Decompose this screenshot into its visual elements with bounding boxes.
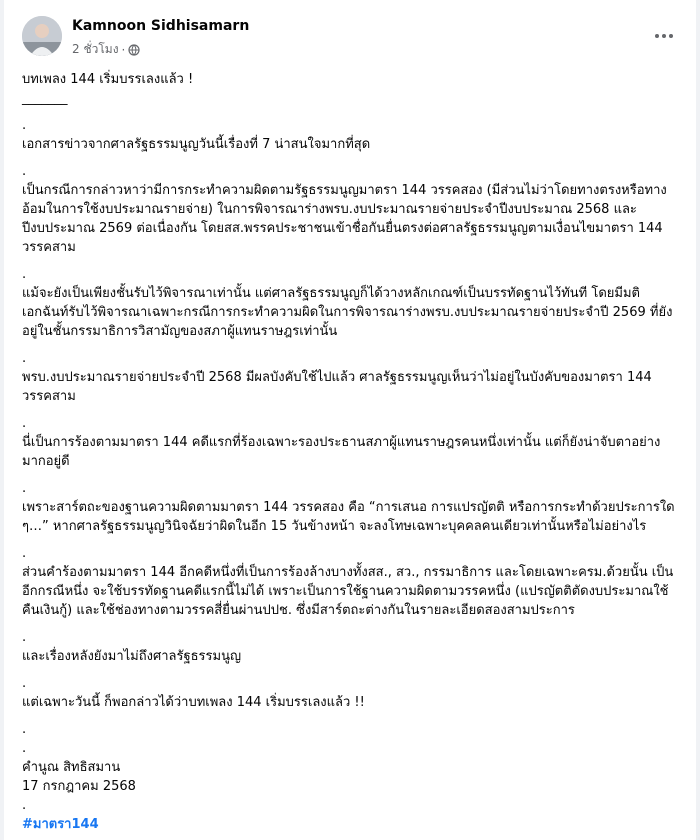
dot-separator: . [22, 267, 27, 282]
more-options-icon [655, 34, 673, 38]
dot-separator: . [22, 164, 27, 179]
paragraph-8: และเรื่องหลังยังมาไม่ถึงศาลรัฐธรรมนูญ [22, 649, 242, 664]
dot-separator: . [22, 722, 27, 737]
signature-date: 17 กรกฎาคม 2568 [22, 779, 136, 794]
post-title: บทเพลง 144 เริ่มบรรเลงแล้ว ! [22, 72, 194, 87]
paragraph-6: เพราะสาร์ตถะของฐานความผิดตามมาตรา 144 วรรคสอง คือ “การเสนอ การแปรญัตติ หรือการกระทำด้วยประการใด ๆ…” หากศาลรัฐธรรมนูญวินิจฉัยว่าผิดในอีก 15 วันข้างหน้า จะลงโทษเฉพาะบุคคลคนเดียวเท่านั้นหรือไม่อย่างไร [22, 500, 679, 534]
dot-separator: . [22, 481, 27, 496]
hashtag-link[interactable]: #มาตรา144 [22, 817, 99, 832]
post-time[interactable]: 2 ชั่วโมง [72, 42, 119, 56]
paragraph-1: เอกสารข่าวจากศาลรัฐธรรมนูญวันนี้เรื่องที่ 7 น่าสนใจมากที่สุด [22, 137, 371, 152]
dot-separator: . [22, 676, 27, 691]
signature-name: คำนูณ สิทธิสมาน [22, 760, 121, 775]
dot-separator: . [22, 798, 27, 813]
post-meta [72, 40, 140, 59]
post-body [22, 70, 682, 834]
dot-separator: . [22, 118, 27, 133]
globe-icon[interactable] [128, 44, 140, 56]
avatar-photo [22, 16, 62, 56]
avatar[interactable] [22, 16, 62, 56]
post-header [22, 16, 682, 60]
dot-separator: . [22, 416, 27, 431]
paragraph-9: แต่เฉพาะวันนี้ ก็พอกล่าวได้ว่าบทเพลง 144 เริ่มบรรเลงแล้ว !! [22, 695, 365, 710]
dot-separator: . [22, 741, 27, 756]
paragraph-4: พรบ.งบประมาณรายจ่ายประจำปี 2568 มีผลบังคับใช้ไปแล้ว ศาลรัฐธรรมนูญเห็นว่าไม่อยู่ในบังคับของมาตรา 144 วรรคสาม [22, 370, 656, 404]
paragraph-3: แม้จะยังเป็นเพียงชั้นรับไว้พิจารณาเท่านั้น แต่ศาลรัฐธรรมนูญก็ได้วางหลักเกณฑ์เป็นบรรทัดฐานไว้ทันที โดยมีมติเอกฉันท์รับไว้พิจารณาเฉพาะกรณีการกระทำความผิดในการพิจารณาร่างพรบ.งบประมาณรายจ่ายประจำปี 2569 ที่ยังอยู่ในชั้นกรรมาธิการวิสามัญของสภาผู้แทนราษฎรเท่านั้น [22, 286, 673, 339]
paragraph-7: ส่วนคำร้องตามมาตรา 144 อีกคดีหนึ่งที่เป็นการร้องล้างบางทั้งสส., สว., กรรมาธิการ และโดยเฉพาะครม.ด้วยนั้น เป็นอีกกรณีหนึ่ง จะใช้บรรทัดฐานคดีแรกนี้ไม่ได้ เพราะเป็นการใช้ฐานความผิดตามวรรคหนึ่ง (แปรญัตติตัดงบประมาณใช้คืนเงินกู้) และใช้ช่องทางตามวรรคสี่ยื่นผ่านปปช. ซึ่งมีสาร์ตถะต่างกันในรายละเอียดสองสามประการ [22, 565, 674, 618]
author-name[interactable]: Kamnoon Sidhisamarn [72, 18, 250, 34]
dot-separator: . [22, 630, 27, 645]
more-options-button[interactable] [648, 24, 680, 48]
paragraph-5: นี่เป็นการร้องตามมาตรา 144 คดีแรกที่ร้องเฉพาะรองประธานสภาผู้แทนราษฎรคนหนึ่งเท่านั้น แต่ก็ยังน่าจับตาอย่างมากอยู่ดี [22, 435, 661, 469]
dot-separator: . [22, 351, 27, 366]
divider-line: _______ [22, 91, 68, 106]
dot-separator: . [22, 546, 27, 561]
paragraph-2: เป็นกรณีการกล่าวหาว่ามีการกระทำความผิดตามรัฐธรรมนูญมาตรา 144 วรรคสอง (มีส่วนไม่ว่าโดยทางตรงหรือทางอ้อมในการใช้งบประมาณรายจ่าย) ในการพิจารณาร่างพรบ.งบประมาณรายจ่ายประจำปีงบประมาณ 2568 และปีงบประมาณ 2569 ต่อเนื่องกัน โดยสส.พรรคประชาชนเข้าชื่อกันยื่นตรงต่อศาลรัฐธรรมนูญตามเงื่อนไขมาตรา 144 วรรคสาม [22, 183, 667, 255]
post-card [4, 0, 696, 840]
meta-separator: · [121, 42, 126, 57]
